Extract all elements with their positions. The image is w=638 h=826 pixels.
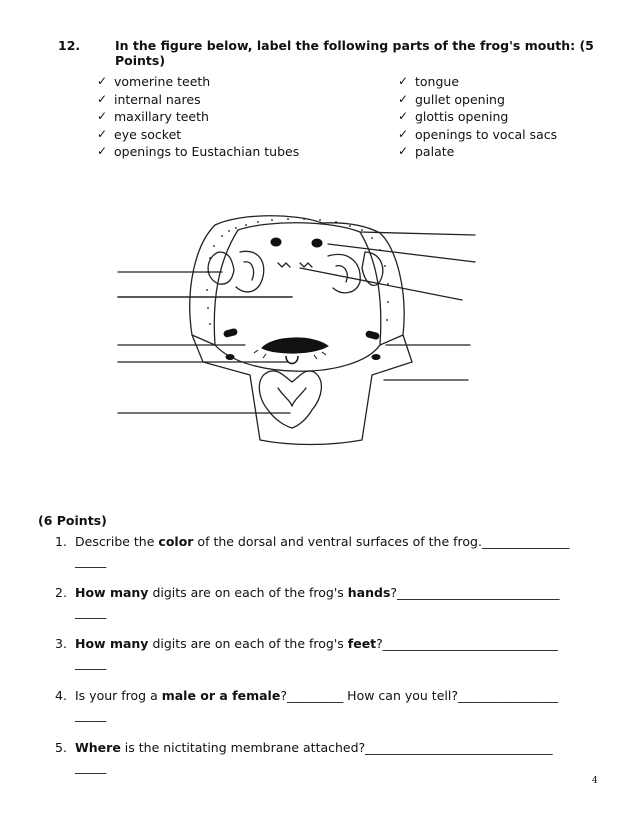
question-number: 2. [55, 585, 67, 600]
vocal-sac-opening-left [226, 355, 234, 360]
answer-blank[interactable]: _____ [75, 655, 107, 670]
checklist-item: ✓ eye socket [97, 126, 182, 142]
checkmark-icon: ✓ [97, 126, 108, 141]
question-number: 3. [55, 636, 67, 651]
answer-blank[interactable]: _____ [75, 553, 107, 568]
answer-blank[interactable]: _____ [75, 604, 107, 619]
question-number: 1. [55, 534, 67, 549]
answer-blank[interactable]: _____ [75, 707, 107, 722]
checklist-item: ✓ openings to Eustachian tubes [97, 144, 300, 159]
eustachian-opening-right [365, 331, 379, 340]
label-checklist-left [97, 73, 299, 161]
question-12-header [0, 38, 638, 68]
checkmark-icon: ✓ [398, 74, 409, 88]
checklist-item: ✓ internal nares [97, 91, 201, 107]
vocal-sac-opening-right [372, 355, 380, 360]
gullet-opening [262, 338, 328, 353]
checkmark-icon: ✓ [398, 91, 409, 106]
checkmark-icon: ✓ [398, 144, 409, 158]
question-number: 4. [55, 688, 67, 703]
checkmark-icon: ✓ [398, 109, 409, 123]
question-text: In the figure below, label the following parts of the frog's mouth: (5 Points) [115, 38, 594, 68]
checkmark-icon: ✓ [97, 91, 108, 106]
checkmark-icon: ✓ [398, 126, 409, 141]
checkmark-icon: ✓ [97, 74, 108, 88]
eustachian-opening-left [223, 328, 237, 337]
checklist-item: ✓ vomerine teeth [97, 74, 211, 89]
checkmark-icon: ✓ [97, 144, 108, 158]
page-number: 4 [592, 776, 598, 786]
glottis-opening [286, 356, 298, 364]
question-text: Is your frog a male or a female?_________ How can you tell?________________ [75, 688, 558, 703]
checklist-item: ✓ glottis opening [398, 109, 509, 124]
question-number: 12. [58, 38, 81, 53]
section-title: (6 Points) [38, 513, 107, 528]
internal-naris-right [312, 239, 322, 247]
checklist-item: ✓ gullet opening [398, 91, 505, 107]
frog-mouth-diagram [110, 190, 480, 460]
label-checklist-right [398, 73, 557, 161]
question-text: How many digits are on each of the frog's hands?__________________________ [75, 585, 560, 600]
checklist-item: ✓ maxillary teeth [97, 109, 209, 124]
checklist-item: ✓ openings to vocal sacs [398, 126, 558, 142]
question-text: How many digits are on each of the frog's feet?____________________________ [75, 636, 558, 651]
checklist-item: ✓ tongue [398, 74, 460, 89]
question-text: Describe the color of the dorsal and ventral surfaces of the frog.______________ [75, 534, 570, 549]
checklist-item: ✓ palate [398, 144, 455, 159]
question-number: 5. [55, 740, 67, 755]
checkmark-icon: ✓ [97, 109, 108, 123]
answer-blank[interactable]: _____ [75, 759, 107, 774]
internal-naris-left [271, 238, 281, 246]
tongue-shape [259, 371, 321, 428]
question-text: Where is the nictitating membrane attached?______________________________ [75, 740, 553, 755]
